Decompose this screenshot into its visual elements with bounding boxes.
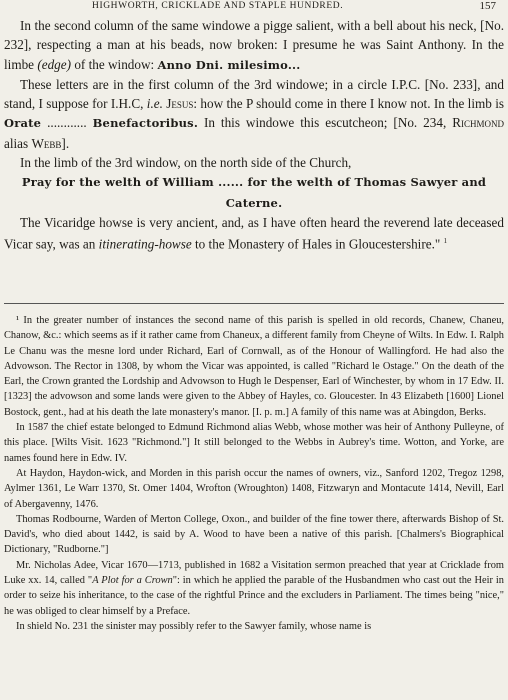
italic-span: A Plot for a Crown xyxy=(92,575,173,587)
blackletter-inscription: Pray for the welth of William ...... for the welth of Thomas Sawyer and Caterne. xyxy=(21,175,487,210)
footnote-paragraph: In shield No. 231 the sinister may possibly refer to the Sawyer family, whose name is xyxy=(16,620,372,632)
paragraph-2 xyxy=(4,75,504,153)
footnote-paragraph xyxy=(4,558,504,619)
text-span: of the window: xyxy=(71,56,158,72)
footnote-paragraph: At Haydon, Haydon-wick, and Morden in this parish occur the names of owners, viz., Sanford 1202, Tregoz 1298, Aylmer 1361, Le Warr 1370, St. Omer 1404, Wrofton (Wroughton) 1408, Fitzwaryn and Montacute 1414, Nevill, Earl of Abergavenny, 1476. xyxy=(4,467,504,510)
text-span: Mr. Nicholas Adee, Vicar 1670—1713, published in 1682 a Visitation sermon preached that year at Cricklade from Luke xx. 14, called " xyxy=(4,559,504,587)
text-span: alias xyxy=(4,135,32,151)
smallcaps-span: Jesus xyxy=(166,96,194,112)
page-number: 157 xyxy=(479,0,496,12)
running-header xyxy=(0,0,508,14)
footnote-rule xyxy=(4,303,504,304)
italic-span: (edge) xyxy=(37,56,72,72)
footnote-marker: 1 xyxy=(443,237,448,246)
main-text xyxy=(4,16,504,254)
blackletter-inscription: Benefactoribus. xyxy=(92,116,199,131)
paragraph-3: In the limb of the 3rd window, on the north side of the Church, xyxy=(20,155,352,171)
paragraph-5 xyxy=(4,213,504,254)
text-span: ............ xyxy=(41,115,93,131)
smallcaps-span: Richmond xyxy=(452,115,505,131)
running-title: HIGHWORTH, CRICKLADE AND STAPLE HUNDRED. xyxy=(92,1,344,11)
smallcaps-span: Webb xyxy=(31,135,62,151)
footnote-1: ¹ In the greater number of instances the second name of this parish is spelled in old records, Chanew, Chaneu, Chanow, &c.: which seems as if it rather came from Chaneux, a different family from Cheyne of Wilts. In Edw. I. Ralph Le Chanu was the mesne lord under Richard, Earl of Cornwall, as of the Honour of Wallingford. He had also the Advowson. The Rector in 1308, by whom the Vicar was appointed, is called "Richard le Ostage." On the death of the Earl, the Crown granted the Lordship and Advowson to Hugh le Despenser, Earl of Winchester, by whom in 17 Edw. II. [1323] the advowson and some lands were given to the Abbey of Hayles, co. Gloucester. In 43 Elizabeth [1600] Lionel Bostock, gent., had at his death the late monastery's manor. [I. p. m.] A family of this name was at Abingdon, Berks. xyxy=(4,315,504,418)
text-span: to the Monastery of Hales in Gloucestershire." xyxy=(191,236,441,252)
text-span: ": in which he applied the parable of the Husbandmen who cast out the Heir in order to seize his inheritance, to the case of the rightful Prince and the excluders in Parliament. The times being "nice," he was obliged to clear himself by a Preface. xyxy=(4,575,504,617)
italic-span: i.e. xyxy=(146,96,163,112)
footnote-paragraph: Thomas Rodbourne, Warden of Merton College, Oxon., and builder of the fine tower there, afterwards Bishop of St. David's, who died about 1442, is said by A. Wood to have been a native of this parish. [Chalmers's Biographical Dictionary, "Rudborne."] xyxy=(4,513,504,556)
blackletter-inscription: Orate xyxy=(4,116,42,131)
paragraph-1 xyxy=(4,16,504,75)
blackletter-inscription: Anno Dni. milesimo... xyxy=(157,57,301,72)
text-span: : how the P should come in there I know not. In the limb is xyxy=(193,96,504,112)
footnotes xyxy=(4,313,504,634)
text-span: In this windowe this escutcheon; [No. 234, xyxy=(198,115,453,131)
inscription-line xyxy=(4,172,504,213)
text-span: ]. xyxy=(61,135,70,151)
italic-span: itinerating-howse xyxy=(98,236,192,252)
text-span: In the second column of the same windowe a pigge salient, with a bell about his neck, [No. 232], respecting a man at his beads, now broken: I presume he was Saint Anthony. In the limbe xyxy=(4,18,504,72)
footnote-paragraph: In 1587 the chief estate belonged to Edmund Richmond alias Webb, whose mother was heir of Anthony Pulleyne, of this place. [Wilts Visit. 1623 "Richmond."] It still belonged to the Webbs in Aubrey's time. Wotton, and Yorke, are names found here in Edw. IV. xyxy=(4,422,504,464)
text-span: The Vicaridge howse is very ancient, and, as I have often heard the reverend late deceased Vicar say, was an xyxy=(4,214,504,252)
text-span: These letters are in the first column of the 3rd windowe; in a circle I.P.C. [No. 233], and stand, I suppose for I.H.C, xyxy=(4,76,504,112)
